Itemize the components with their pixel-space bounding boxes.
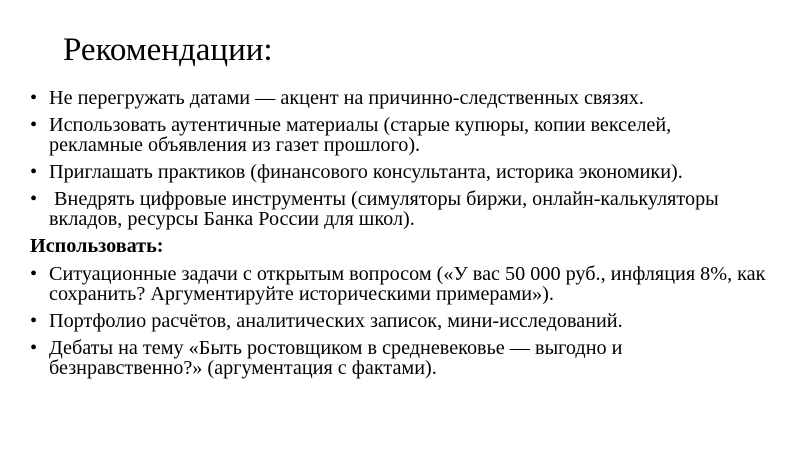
- use-item: • Ситуационные задачи с открытым вопросом («У вас 50 000 руб., инфляция 8%, как сохранить? Аргументируйте историческими примерами»).: [30, 264, 770, 304]
- recommendation-item: • Использовать аутентичные материалы (старые купюры, копии векселей, рекламные объявления из газет прошлого).: [30, 115, 770, 155]
- slide-content: [30, 88, 770, 385]
- use-item: • Портфолио расчётов, аналитических записок, мини-исследований.: [30, 311, 770, 331]
- recommendation-item: • Внедрять цифровые инструменты (симуляторы биржи, онлайн-калькуляторы вкладов, ресурсы Банка России для школ).: [30, 189, 770, 229]
- recommendation-item: • Не перегружать датами — акцент на причинно-следственных связях.: [30, 88, 770, 108]
- recommendation-item: • Приглашать практиков (финансового консультанта, историка экономики).: [30, 162, 770, 182]
- slide-title: Рекомендации:: [63, 32, 273, 68]
- use-item: • Дебаты на тему «Быть ростовщиком в средневековье — выгодно и безнравственно?» (аргументация с фактами).: [30, 338, 770, 378]
- use-heading: Использовать:: [30, 235, 164, 257]
